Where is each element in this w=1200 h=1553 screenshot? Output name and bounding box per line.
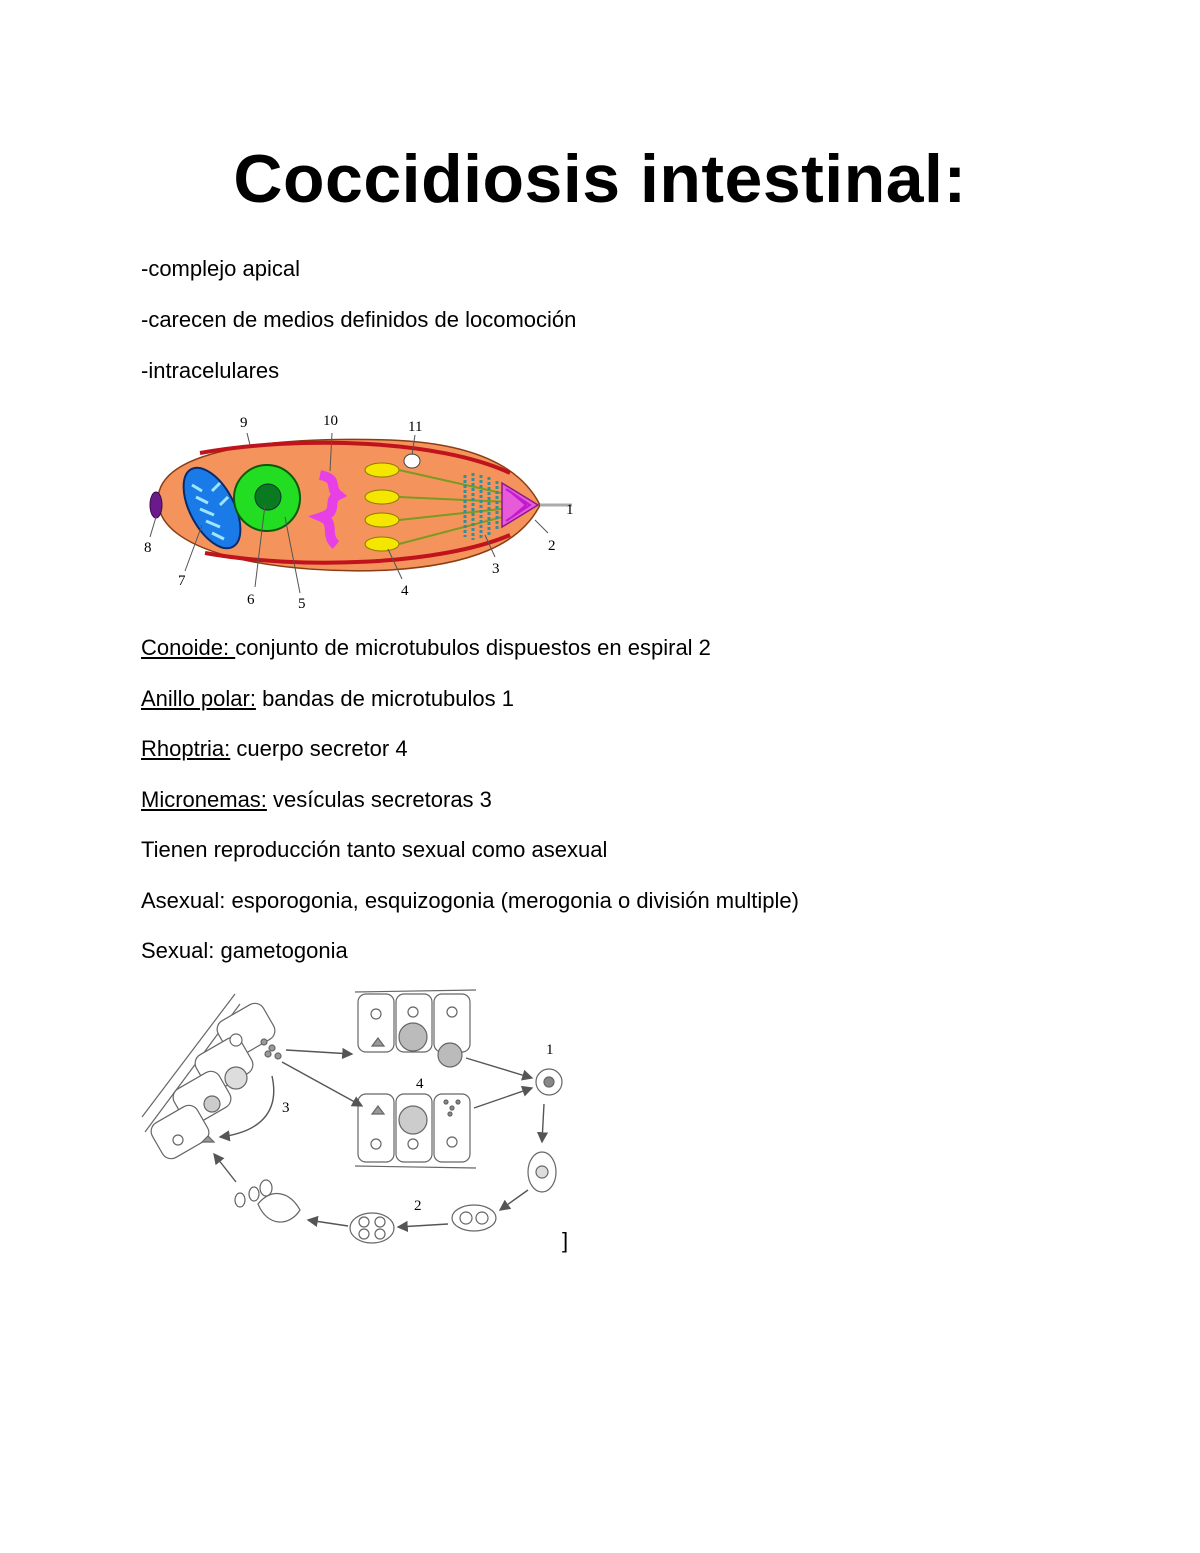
cycle-label-2: 2 bbox=[414, 1198, 422, 1214]
trailing-bracket: ] bbox=[562, 1228, 569, 1253]
rhoptry bbox=[365, 463, 399, 477]
label-4: 4 bbox=[401, 583, 409, 599]
cycle-arrow bbox=[214, 1154, 236, 1182]
macrogamont bbox=[399, 1023, 427, 1051]
definition-micronemas bbox=[141, 787, 492, 813]
nucleolus bbox=[255, 484, 281, 510]
cycle-arrow bbox=[500, 1190, 528, 1210]
label-10: 10 bbox=[323, 413, 338, 429]
sporulated-oocyst bbox=[350, 1213, 394, 1243]
term-micronemas: Micronemas: bbox=[141, 787, 267, 812]
epithelial-cell bbox=[358, 1094, 394, 1162]
sporocyst-group bbox=[258, 1194, 300, 1222]
text-micronemas: vesículas secretoras 3 bbox=[266, 787, 492, 812]
posterior-ring bbox=[150, 492, 162, 518]
rhoptry bbox=[365, 537, 399, 551]
definition-conoide bbox=[141, 635, 711, 661]
term-rhoptria: Rhoptria: bbox=[141, 736, 231, 761]
cycle-arrow bbox=[286, 1050, 352, 1054]
label-3: 3 bbox=[492, 561, 500, 577]
schizont bbox=[399, 1106, 427, 1134]
page-title: Coccidiosis intestinal: bbox=[233, 141, 967, 217]
sporulating-oocyst bbox=[452, 1205, 496, 1231]
paragraph-sexual: Sexual: gametogonia bbox=[141, 938, 348, 963]
label-5: 5 bbox=[298, 596, 306, 612]
cycle-label-3: 3 bbox=[282, 1100, 290, 1116]
cycle-arrow bbox=[308, 1220, 348, 1226]
label-2: 2 bbox=[548, 538, 556, 554]
macrogamete bbox=[438, 1043, 462, 1067]
cycle-arrow bbox=[542, 1104, 544, 1142]
label-1: 1 bbox=[566, 502, 574, 518]
cycle-arrow bbox=[466, 1058, 532, 1078]
cycle-label-4: 4 bbox=[416, 1076, 424, 1092]
label-6: 6 bbox=[247, 592, 255, 608]
paragraph-asexual: Asexual: esporogonia, esquizogonia (merogonia o división multiple) bbox=[141, 888, 799, 913]
label-9: 9 bbox=[240, 415, 248, 431]
definition-rhoptria bbox=[141, 736, 408, 762]
paragraph-reproduccion: Tienen reproducción tanto sexual como asexual bbox=[141, 837, 608, 862]
bullet-locomocion: -carecen de medios definidos de locomoción bbox=[141, 307, 577, 332]
text-conoide: conjunto de microtubulos dispuestos en espiral 2 bbox=[235, 635, 711, 660]
rhoptry bbox=[365, 490, 399, 504]
cycle-arrow bbox=[398, 1224, 448, 1227]
bullet-intracelulares: -intracelulares bbox=[141, 358, 280, 383]
dense-granule bbox=[404, 454, 420, 468]
cycle-arrow bbox=[282, 1062, 362, 1106]
life-cycle-diagram bbox=[140, 982, 580, 1257]
definition-anillo-polar bbox=[141, 686, 514, 712]
term-conoide: Conoide: bbox=[141, 635, 236, 660]
apicomplexan-cell-diagram bbox=[140, 405, 590, 615]
rhoptry bbox=[365, 513, 399, 527]
schizont bbox=[225, 1067, 247, 1089]
text-rhoptria: cuerpo secretor 4 bbox=[230, 736, 408, 761]
label-7: 7 bbox=[178, 573, 186, 589]
bullet-complejo-apical: -complejo apical bbox=[141, 256, 300, 281]
label-8: 8 bbox=[144, 540, 152, 556]
cycle-label-1: 1 bbox=[546, 1042, 554, 1058]
epithelial-cell bbox=[434, 1094, 470, 1162]
cycle-arrow bbox=[474, 1088, 532, 1108]
text-anillo-polar: bandas de microtubulos 1 bbox=[255, 686, 515, 711]
label-11: 11 bbox=[408, 419, 423, 435]
term-anillo-polar: Anillo polar: bbox=[141, 686, 256, 711]
